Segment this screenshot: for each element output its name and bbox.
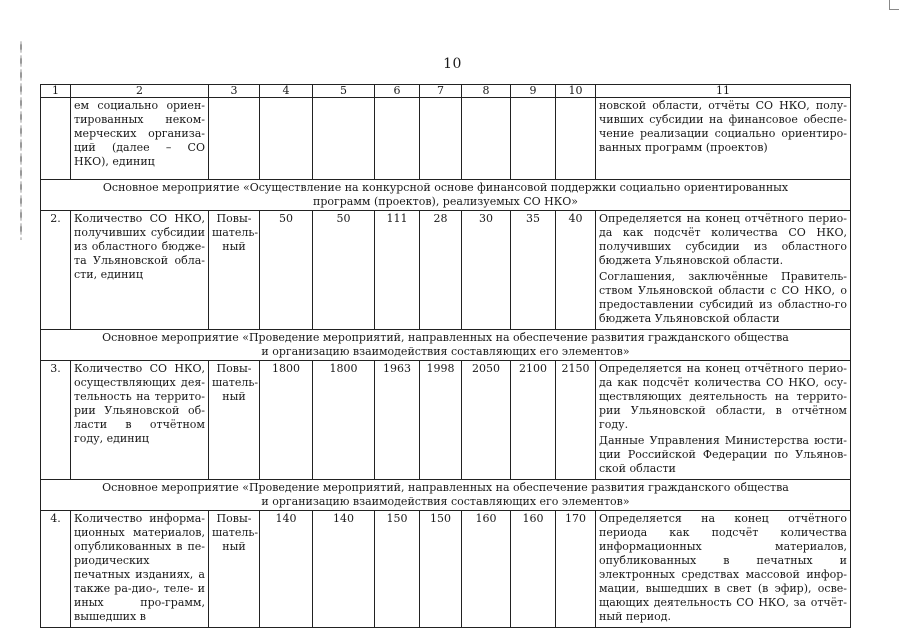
value-cell: 1998 [420, 361, 462, 480]
note-paragraph: Соглашения, заключённые Правитель-ством Ульяновской области с СО НКО, о предоставлении субсидий из областно-го бюджета Ульяновской области [599, 270, 847, 325]
section-heading-row [41, 330, 851, 361]
note-paragraph: Определяется на конец отчётного периода как подсчёт количества информационных материалов, опубликованных в печатных и электронных средствах массовой инфор-мации, вышедших в свет (в эфир), осве-щающих деятельность СО НКО, за отчёт-ный период. [599, 512, 847, 623]
indicator-name: Количество СО НКО, осуществляющих дея-тельность на террито-рии Ульяновской об-ласти в отчётном году, единиц [71, 361, 209, 480]
value-cell: 1800 [313, 361, 375, 480]
value-cell: 50 [313, 211, 375, 330]
column-number: 11 [596, 85, 851, 98]
indicator-type: Повы-шатель-ный [209, 211, 260, 330]
row-number: 2. [41, 211, 71, 330]
note-cell [596, 361, 851, 480]
table-row [41, 211, 851, 330]
note-paragraph: Определяется на конец отчётного перио-да как подсчёт количества СО НКО, получивших субсидии из областного бюджета Ульяновской области. [599, 212, 847, 267]
value-cell [420, 98, 462, 180]
value-cell [375, 98, 420, 180]
column-number: 1 [41, 85, 71, 98]
value-cell: 2100 [511, 361, 556, 480]
value-cell: 2150 [556, 361, 596, 480]
value-cell [462, 98, 511, 180]
indicator-type: Повы-шатель-ный [209, 361, 260, 480]
note-cell [596, 511, 851, 628]
value-cell: 160 [511, 511, 556, 628]
unit-cell [209, 98, 260, 180]
column-number: 6 [375, 85, 420, 98]
value-cell: 170 [556, 511, 596, 628]
value-cell: 140 [260, 511, 313, 628]
row-number-cell [41, 98, 71, 180]
indicator-name: Количество СО НКО, получивших субсидии из областного бюдже-та Ульяновской обла-сти, единиц [71, 211, 209, 330]
column-number: 7 [420, 85, 462, 98]
indicators-table [40, 84, 851, 628]
value-cell: 50 [260, 211, 313, 330]
column-number: 10 [556, 85, 596, 98]
value-cell: 1800 [260, 361, 313, 480]
value-cell: 2050 [462, 361, 511, 480]
value-cell: 160 [462, 511, 511, 628]
table-row [41, 361, 851, 480]
section-heading-row [41, 480, 851, 511]
column-number: 5 [313, 85, 375, 98]
column-number: 2 [71, 85, 209, 98]
indicator-name: Количество информа-ционных материалов, опубликованных в пе-риодических печатных изданиях, а также ра-дио-, теле- и иных про-грамм, вышедших в [71, 511, 209, 628]
section-heading: Основное мероприятие «Проведение мероприятий, направленных на обеспечение развития гражданского общества и организацию взаимодействия составляющих его элементов» [41, 330, 851, 361]
value-cell: 40 [556, 211, 596, 330]
value-cell [313, 98, 375, 180]
table-row-continuation [41, 98, 851, 180]
column-number: 8 [462, 85, 511, 98]
section-heading: Основное мероприятие «Проведение мероприятий, направленных на обеспечение развития гражданского общества и организацию взаимодействия составляющих его элементов» [41, 480, 851, 511]
column-number: 4 [260, 85, 313, 98]
value-cell: 150 [420, 511, 462, 628]
value-cell: 1963 [375, 361, 420, 480]
page-number: 10 [443, 56, 462, 72]
note-paragraph: Определяется на конец отчётного перио-да как подсчёт количества СО НКО, осу-ществляющих деятельность на террито-рии Ульяновской области, в отчётном году. [599, 362, 847, 431]
column-number-row [41, 85, 851, 98]
note-cell [596, 211, 851, 330]
value-cell [556, 98, 596, 180]
column-number: 3 [209, 85, 260, 98]
value-cell [260, 98, 313, 180]
value-cell: 111 [375, 211, 420, 330]
note-paragraph: Данные Управления Министерства юсти-ции Российской Федерации по Ульянов-ской области [599, 434, 847, 475]
section-heading: Основное мероприятие «Осуществление на конкурсной основе финансовой поддержки социально ориентированных программ (проектов), реализуемых СО НКО» [41, 180, 851, 211]
value-cell: 35 [511, 211, 556, 330]
value-cell: 30 [462, 211, 511, 330]
value-cell: 28 [420, 211, 462, 330]
column-number: 9 [511, 85, 556, 98]
page-corner-mark [889, 0, 899, 10]
value-cell [511, 98, 556, 180]
value-cell: 140 [313, 511, 375, 628]
row-number: 3. [41, 361, 71, 480]
indicator-name-cell: ем социально ориен-тированных неком-мерческих организа-ций (далее – СО НКО), единиц [71, 98, 209, 180]
note-cell: новской области, отчёты СО НКО, полу-чивших субсидии на финансовое обеспе-чение реализации социально ориентиро-ванных программ (проектов) [596, 98, 851, 180]
table-row [41, 511, 851, 628]
row-number: 4. [41, 511, 71, 628]
section-heading-row [41, 180, 851, 211]
value-cell: 150 [375, 511, 420, 628]
indicator-type: Повы-шатель-ный [209, 511, 260, 628]
